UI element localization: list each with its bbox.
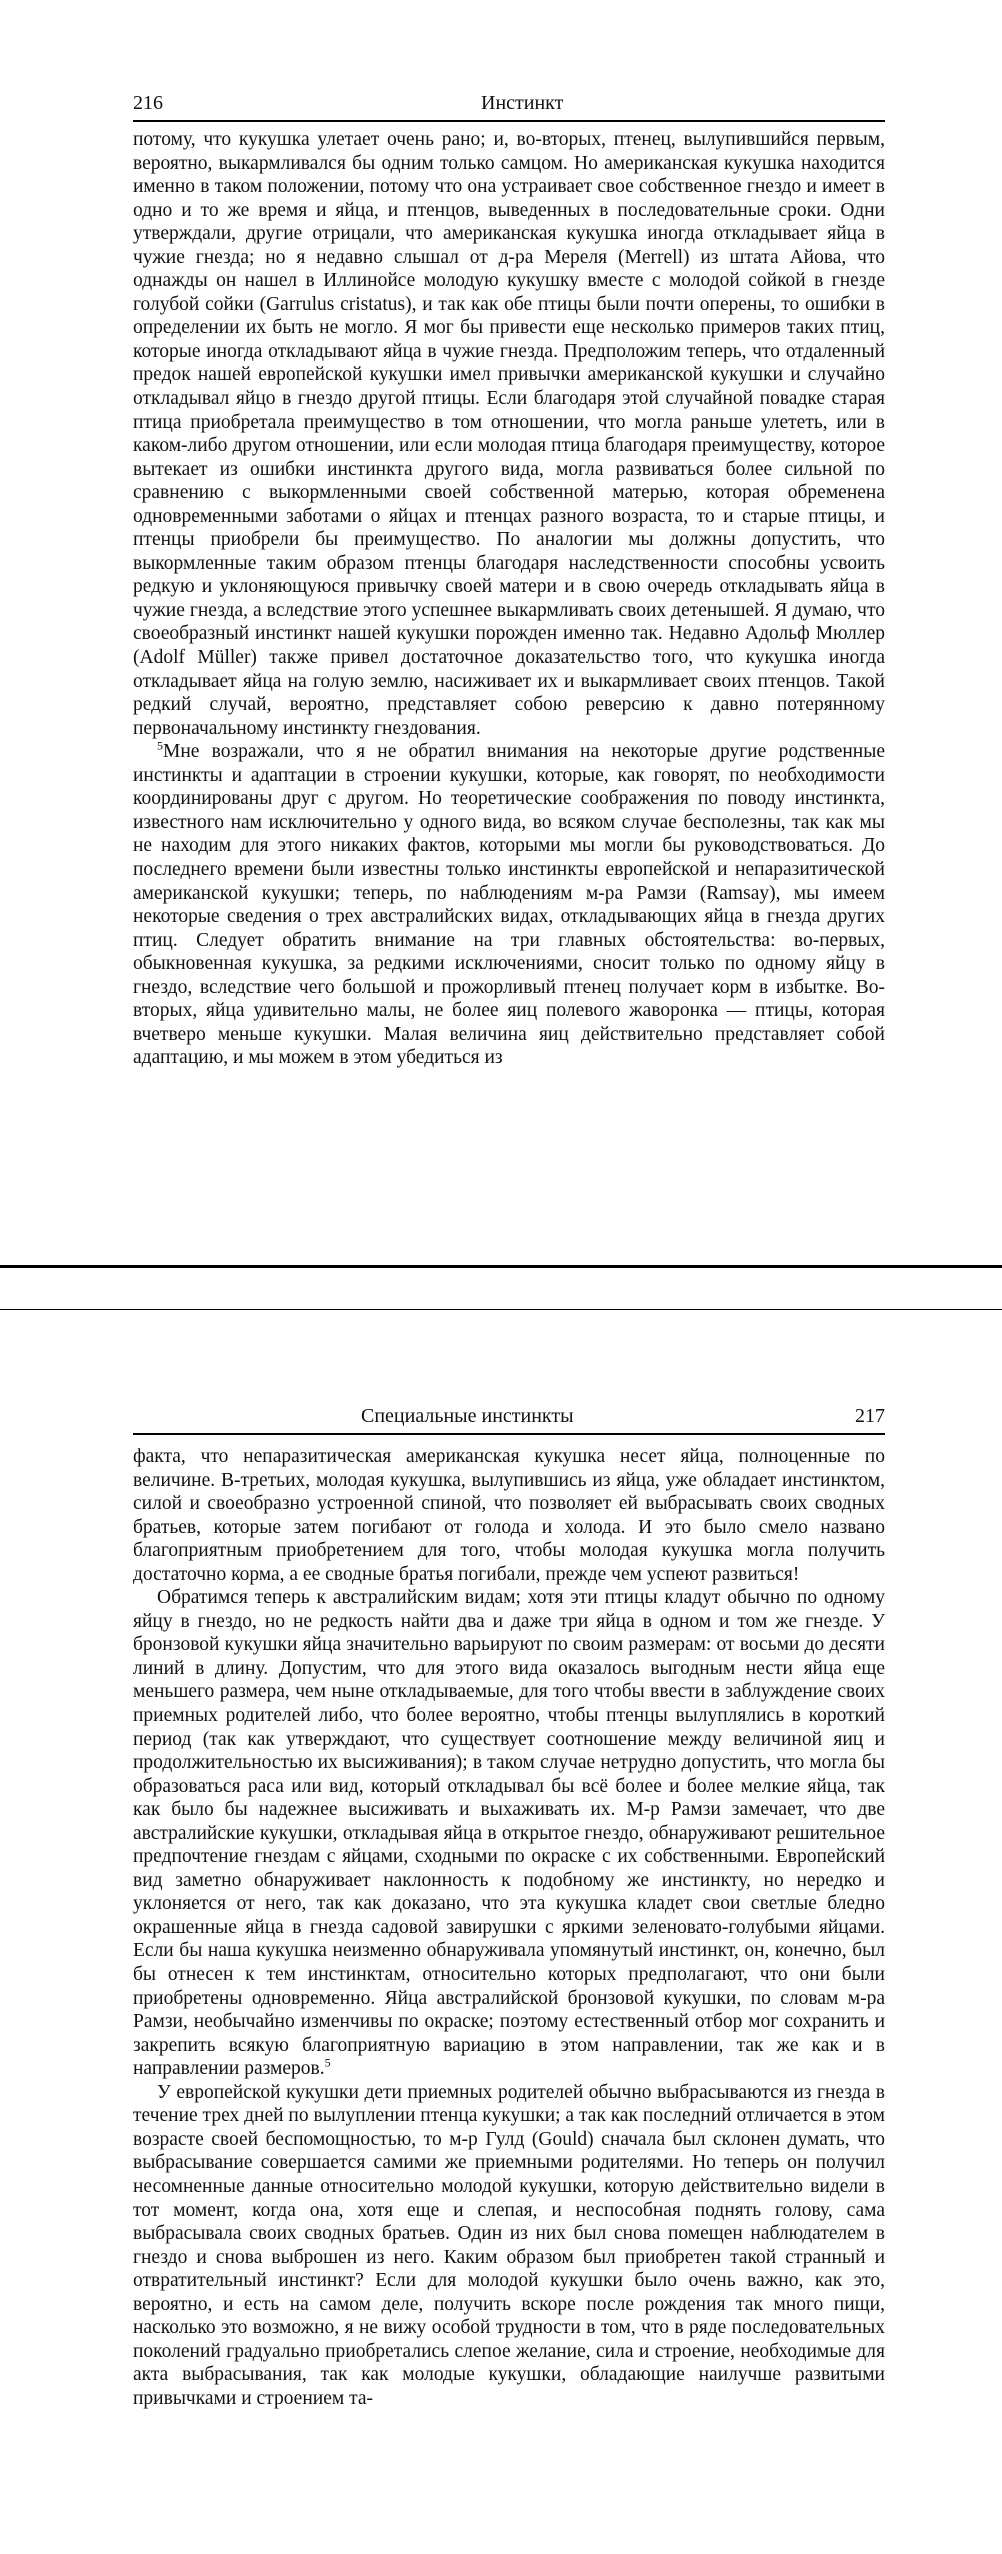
paragraph bbox=[133, 1586, 885, 2080]
running-title: Инстинкт bbox=[481, 92, 564, 114]
footnote-marker: 5 bbox=[324, 2055, 331, 2070]
page-header bbox=[133, 1393, 885, 1435]
footnote-marker: 5 bbox=[157, 738, 163, 753]
page-divider bbox=[0, 1265, 1002, 1310]
footnote-paragraph bbox=[133, 740, 885, 1070]
paragraph: У европейской кукушки дети приемных родителей обычно выбрасываются из гнезда в течение трех дней по вылуплении птенца кукушки; а так как последний отличается в этом возрасте своей беспомощностью, то м-р Гулд (Gould) сначала был склонен думать, что выбрасывание совершается самими же приемными родителями. Но теперь он получил несомненные данные относительно молодой кукушки, которую действительно видели в тот момент, когда она, хотя еще и слепая, и неспособная поднять голову, сама выбрасывала своих сводных братьев. Один из них был снова помещен наблюдателем в гнездо и снова выброшен из него. Каким образом был приобретен такой странный и отвратительный инстинкт? Если для молодой кукушки было очень важно, как это, вероятно, и есть на самом деле, получить вскоре после рождения так много пищи, насколько это возможно, я не вижу особой трудности в том, что в ряде последовательных поколений градуально приобретались слепое желание, сила и строение, необходимые для акта выбрасывания, так как молодые кукушки, обладающие наилучше развитыми привычками и строением та- bbox=[133, 2081, 885, 2409]
page-body bbox=[133, 1445, 885, 2410]
book-page-217 bbox=[0, 1310, 1002, 2554]
page-number: 216 bbox=[133, 92, 163, 114]
page-body bbox=[133, 128, 885, 1070]
paragraph: факта, что непаразитическая американская кукушка несет яйца, полноценные по величине. В-третьих, молодая кукушка, вылупившись из яйца, уже обладает инстинктом, силой и своеобразно устроенной спиной, что позволяет ей выбрасывать своих сводных братьев, которые затем погибают от голода и холода. И это было смело названо благоприятным приобретением для того, чтобы молодая кукушка могла получить достаточно корма, а ее сводные братья погибали, прежде чем успеют развиться! bbox=[133, 1446, 885, 1585]
page-number: 217 bbox=[855, 1405, 885, 1427]
paragraph: потому, что кукушка улетает очень рано; и, во-вторых, птенец, вылупившийся первым, вероятно, выкармливался бы одним только самцом. Но американская кукушка находится именно в таком положении, потому что она устраивает свое собственное гнездо и имеет в одно и то же время и яйца, и птенцов, выведенных в последовательные сроки. Одни утверждали, другие отрицали, что американская кукушка иногда откладывает яйца в чужие гнезда; но я недавно слышал от д-ра Мереля (Merrell) из штата Айова, что однажды он нашел в Иллинойсе молодую кукушку вместе с молодой сойкой в гнезде голубой сойки (Garrulus cristatus), и так как обе птицы были почти оперены, то ошибки в определении их быть не могло. Я мог бы привести еще несколько примеров таких птиц, которые иногда откладывают яйца в чужие гнезда. Предположим теперь, что отдаленный предок нашей европейской кукушки имел привычки американской кукушки и случайно откладывал яйцо в гнездо другой птицы. Если благодаря этой случайной повадке старая птица приобретала преимущество в том отношении, что могла раньше улететь, или в каком-либо другом отношении, или если молодая птица благодаря преимуществу, которое вытекает из ошибки инстинкта другого вида, могла развиваться более сильной по сравнению с выкормленными своей собственной матерью, которая обременена одновременными заботами о яйцах и птенцах разного возраста, то и старые птицы, и птенцы приобрели бы преимущество. По аналогии мы должны допустить, что выкормленные таким образом птенцы благодаря наследственности способны усвоить редкую и уклоняющуюся привычку своей матери и в свою очередь откладывать яйца в чужие гнезда, а вследствие этого успешнее выкармливать своих детенышей. Я думаю, что своеобразный инстинкт нашей кукушки порожден именно так. Недавно Адольф Мюллер (Adolf Müller) также привел достаточное доказательство того, что кукушка иногда откладывает яйца на голую землю, насиживает их и выкармливает своих птенцов. Такой редкий случай, вероятно, представляет собою реверсию к давно потерянному первоначальному инстинкту гнездования. bbox=[133, 129, 885, 739]
paragraph-text: Обратимся теперь к австралийским видам; хотя эти птицы кладут обычно по одному яйцу в гнездо, но не редкость найти два и даже три яйца в одном и том же гнезде. У бронзовой кукушки яйца значительно варьируют по своим размерам: от восьми до десяти линий в длину. Допустим, что для этого вида оказалось выгодным нести яйца еще меньшего размера, чем ныне откладываемые, для того чтобы ввести в заблуждение своих приемных родителей либо, что более вероятно, чтобы птенцы вылуплялись в короткий период (так как утверждают, что существует соотношение между величиной яиц и продолжительностью их высиживания); в таком случае нетрудно допустить, что могла бы образоваться раса или вид, который откладывал бы всё более и более мелкие яйца, так как было бы надежнее высиживать и выхаживать их. М-р Рамзи замечает, что две австралийские кукушки, откладывая яйца в открытое гнездо, обнаруживают решительное предпочтение гнездам с яйцами, сходными по окраске с их собственными. Европейский вид заметно обнаруживает наклонность к подобному же инстинкту, но нередко и уклоняется от него, так как доказано, что эта кукушка кладет свои светлые бледно окрашенные яйца в гнезда садовой завирушки с яркими зеленовато-голубыми яйцами. Если бы наша кукушка неизменно обнаруживала упомянутый инстинкт, он, конечно, был бы отнесен к тем инстинктам, относительно которых предполагают, что они были приобретены одновременно. Яйца австралийской бронзовой кукушки, по словам м-ра Рамзи, необычайно изменчивы по окраске; поэтому естественный отбор мог сохранить и закрепить всякую благоприятную вариацию в этом направлении, так же как и в направлении размеров. bbox=[133, 1587, 885, 2080]
page-header bbox=[133, 80, 885, 122]
running-title: Специальные инстинкты bbox=[361, 1405, 574, 1427]
book-page-216 bbox=[0, 0, 1002, 1265]
paragraph-text: Мне возражали, что я не обратил внимания на некоторые другие родственные инстинкты и адаптации в строении кукушки, которые, как говорят, по необходимости координированы друг с другом. Но теоретические соображения по поводу инстинкта, известного нам исключительно у одного вида, во всяком случае бесполезны, так как мы не находим для этого никаких фактов, которыми мы могли бы руководствоваться. До последнего времени были известны только инстинкты европейской и непаразитической американской кукушки; теперь, по наблюдениям м-ра Рамзи (Ramsay), мы имеем некоторые сведения о трех австралийских видах, откладывающих яйца в гнезда других птиц. Следует обратить внимание на три главных обстоятельства: во-первых, обыкновенная кукушка, за редкими исключениями, сносит только по одному яйцу в гнездо, вследствие чего большой и прожорливый птенец получает корм в избытке. Во-вторых, яйца удивительно малы, не более яиц полевого жаворонка — птицы, которая вчетверо меньше кукушки. Малая величина яиц действительно представляет собой адаптацию, и мы можем в этом убедиться из bbox=[133, 741, 885, 1069]
